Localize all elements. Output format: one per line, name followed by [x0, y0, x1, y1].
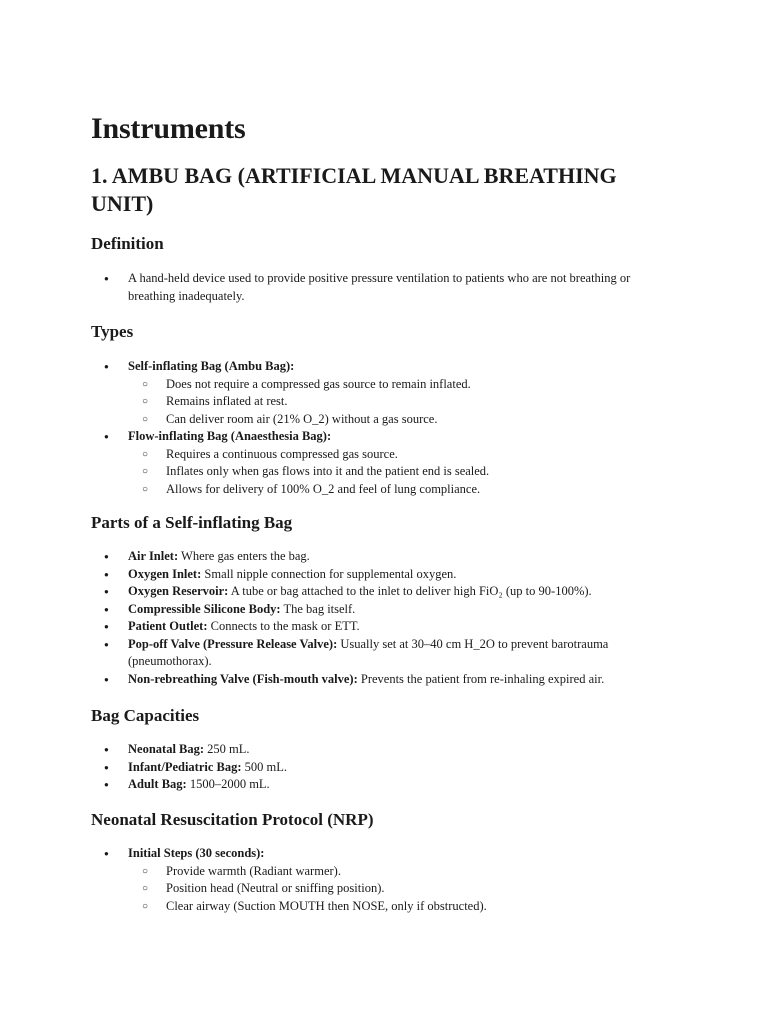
- part-text: Usually set at 30–40 cm H_2O to prevent barotrauma (pneumothorax).: [128, 636, 609, 668]
- sub-list-item: ○ Does not require a compressed gas source to remain inflated.: [128, 376, 666, 394]
- part-text: Where gas enters the bag.: [178, 549, 310, 563]
- sub-list: [128, 376, 666, 429]
- part-label: Non-rebreathing Valve (Fish-mouth valve):: [128, 671, 358, 686]
- sub-list-item: ○ Provide warmth (Radiant warmer).: [128, 863, 666, 881]
- list-item: [91, 583, 666, 601]
- page-title: Instruments: [91, 112, 246, 145]
- list-item: [91, 845, 666, 915]
- sub-list-item: ○ Clear airway (Suction MOUTH then NOSE, only if obstructed).: [128, 898, 666, 916]
- list-item: [91, 548, 666, 566]
- list-item: [91, 428, 666, 498]
- capacities-list: [91, 741, 666, 794]
- section-heading: 1. AMBU BAG (ARTIFICIAL MANUAL BREATHING UNIT): [91, 163, 617, 216]
- part-label: Air Inlet:: [128, 549, 179, 563]
- sub-list: [128, 863, 666, 916]
- list-item: [91, 741, 666, 759]
- part-text: A tube or bag attached to the inlet to deliver high FiO₂ (up to 90-100%).: [228, 584, 592, 598]
- capacity-value: 250 mL.: [204, 742, 250, 756]
- capacity-label: Adult Bag:: [128, 777, 187, 791]
- list-item: [91, 270, 666, 305]
- parts-heading: Parts of a Self-inflating Bag: [91, 513, 293, 532]
- list-item: [91, 776, 666, 794]
- capacity-value: 1500–2000 mL.: [186, 777, 270, 791]
- capacity-label: Neonatal Bag:: [128, 742, 205, 756]
- sub-list: [128, 446, 666, 499]
- definition-text: A hand-held device used to provide positive pressure ventilation to patients who are not breathing or breathing inadequately.: [128, 271, 631, 303]
- part-text: Connects to the mask or ETT.: [207, 619, 360, 633]
- capacity-value: 500 mL.: [241, 759, 288, 774]
- part-label: Patient Outlet:: [128, 619, 208, 633]
- list-item: [91, 671, 666, 689]
- sub-list-item: ○ Position head (Neutral or sniffing position).: [128, 880, 666, 898]
- definition-list: [91, 270, 666, 305]
- list-item: [91, 618, 666, 636]
- list-item: [91, 358, 666, 428]
- part-label: Oxygen Reservoir:: [128, 584, 229, 598]
- part-text: Small nipple connection for supplemental oxygen.: [201, 566, 457, 581]
- nrp-step-label: Initial Steps (30 seconds):: [128, 846, 265, 860]
- part-label: Compressible Silicone Body:: [128, 601, 281, 616]
- capacities-heading: Bag Capacities: [91, 706, 200, 725]
- sub-list-item: ○ Remains inflated at rest.: [128, 393, 666, 411]
- list-item: [91, 759, 666, 777]
- part-label: Oxygen Inlet:: [128, 566, 202, 581]
- part-label: Pop-off Valve (Pressure Release Valve):: [128, 636, 338, 651]
- sub-list-item: ○ Can deliver room air (21% O_2) without a gas source.: [128, 411, 666, 429]
- sub-list-item: ○ Inflates only when gas flows into it and the patient end is sealed.: [128, 463, 666, 481]
- definition-heading: Definition: [91, 234, 164, 253]
- parts-list: [91, 548, 666, 688]
- list-item: [91, 636, 666, 671]
- types-list: [91, 358, 666, 498]
- nrp-heading: Neonatal Resuscitation Protocol (NRP): [91, 810, 374, 829]
- type-label: Flow-inflating Bag (Anaesthesia Bag):: [128, 429, 332, 443]
- nrp-list: [91, 845, 666, 915]
- sub-list-item: ○ Allows for delivery of 100% O_2 and feel of lung compliance.: [128, 481, 666, 499]
- type-label: Self-inflating Bag (Ambu Bag):: [128, 359, 295, 373]
- capacity-label: Infant/Pediatric Bag:: [128, 759, 242, 774]
- part-text: Prevents the patient from re-inhaling expired air.: [357, 671, 605, 686]
- sub-list-item: ○ Requires a continuous compressed gas source.: [128, 446, 666, 464]
- part-text: The bag itself.: [280, 601, 356, 616]
- list-item: [91, 566, 666, 584]
- types-heading: Types: [91, 322, 134, 341]
- list-item: [91, 601, 666, 619]
